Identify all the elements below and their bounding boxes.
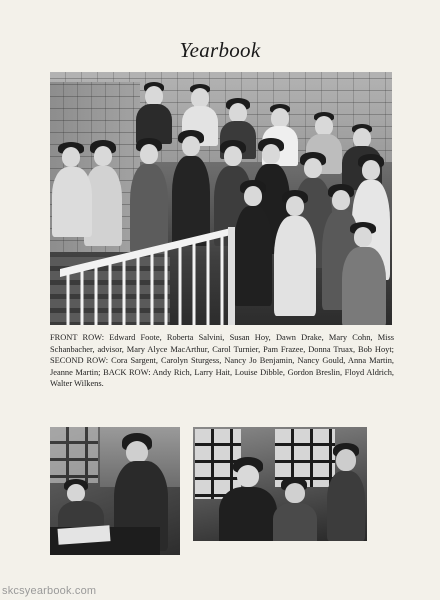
window-group-photo	[193, 427, 367, 541]
page-title: Yearbook	[179, 38, 261, 62]
group-photo	[50, 72, 392, 325]
stair-railing	[60, 227, 235, 325]
photo-caption: FRONT ROW: Edward Foote, Roberta Salvini, Susan Hoy, Dawn Drake, Mary Cohn, Miss Schanbacher, advisor, Mary Alyce MacArthur, Carol Turnier, Pam Frazee, Donna Truax, Bob Hoyt; SECOND ROW: Cora Sargent, Carolyn Sturgess, Nancy Jo Benjamin, Nancy Gould, Anna Martin, Jeanne Martin; BACK ROW: Andy Rich, Larry Hait, Louise Dibble, Gordon Breslin, Floyd Aldrich, Walter Wilkens.	[50, 333, 394, 389]
desk-work-photo	[50, 427, 180, 555]
site-watermark: skcsyearbook.com	[2, 585, 97, 597]
